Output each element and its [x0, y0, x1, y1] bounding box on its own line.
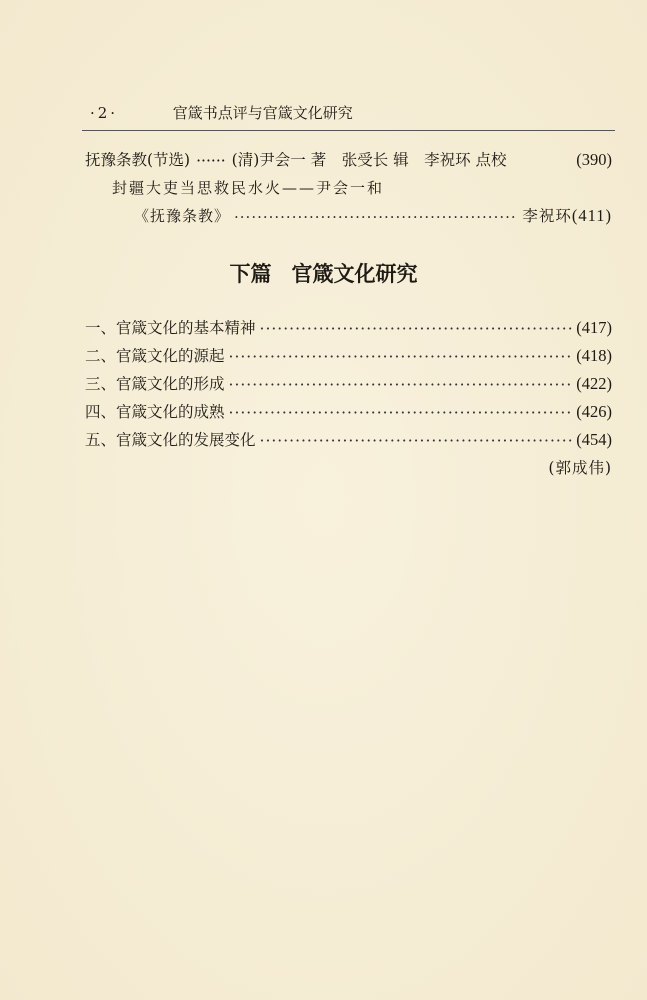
entry-leader — [229, 404, 573, 422]
chapter-entry — [85, 342, 612, 366]
chapter-page: (426) — [576, 402, 612, 421]
chapter-page: (417) — [576, 318, 612, 337]
entry-page: (411) — [571, 206, 612, 225]
chapter-title: 一、官箴文化的基本精神 — [85, 319, 256, 337]
header-rule — [82, 130, 615, 131]
entry-leader — [229, 376, 573, 394]
chapter-entry — [85, 370, 612, 394]
toc-subentry-line1 — [112, 174, 612, 198]
section-author-row — [85, 454, 612, 478]
running-header — [90, 102, 353, 123]
chapter-page: (454) — [576, 430, 612, 449]
subentry-title: 封疆大吏当思救民水火——尹会一和 — [112, 179, 385, 197]
section-author: (郭成伟) — [548, 459, 612, 477]
entry-leader: ······ — [196, 152, 226, 170]
section-title — [0, 258, 647, 288]
toc-entry — [85, 146, 612, 170]
chapter-title: 四、官箴文化的成熟 — [85, 403, 225, 421]
entry-title: 抚豫条教(节选) — [85, 151, 191, 169]
entry-leader — [229, 348, 573, 366]
chapter-entry — [85, 426, 612, 450]
page-number: ·2· — [90, 104, 119, 122]
toc-subentry-line2 — [134, 202, 612, 226]
chapter-page: (418) — [576, 346, 612, 365]
entry-leader — [260, 320, 573, 338]
subentry-title-cont: 《抚豫条教》 — [134, 207, 231, 225]
chapter-title: 三、官箴文化的形成 — [85, 375, 225, 393]
entry-leader — [260, 432, 573, 450]
chapter-entry — [85, 314, 612, 338]
section-part: 下篇 — [229, 262, 272, 286]
entry-page: (390) — [576, 150, 612, 169]
section-name: 官箴文化研究 — [291, 262, 418, 286]
book-title: 官箴书点评与官箴文化研究 — [172, 104, 353, 122]
chapter-title: 五、官箴文化的发展变化 — [85, 431, 256, 449]
entry-credits: (清)尹会一 著 张受长 辑 李祝环 点校 — [231, 151, 507, 169]
subentry-author: 李祝环 — [522, 207, 572, 225]
chapter-page: (422) — [576, 374, 612, 393]
chapter-title: 二、官箴文化的源起 — [85, 347, 225, 365]
entry-leader — [234, 208, 518, 226]
chapter-entry — [85, 398, 612, 422]
